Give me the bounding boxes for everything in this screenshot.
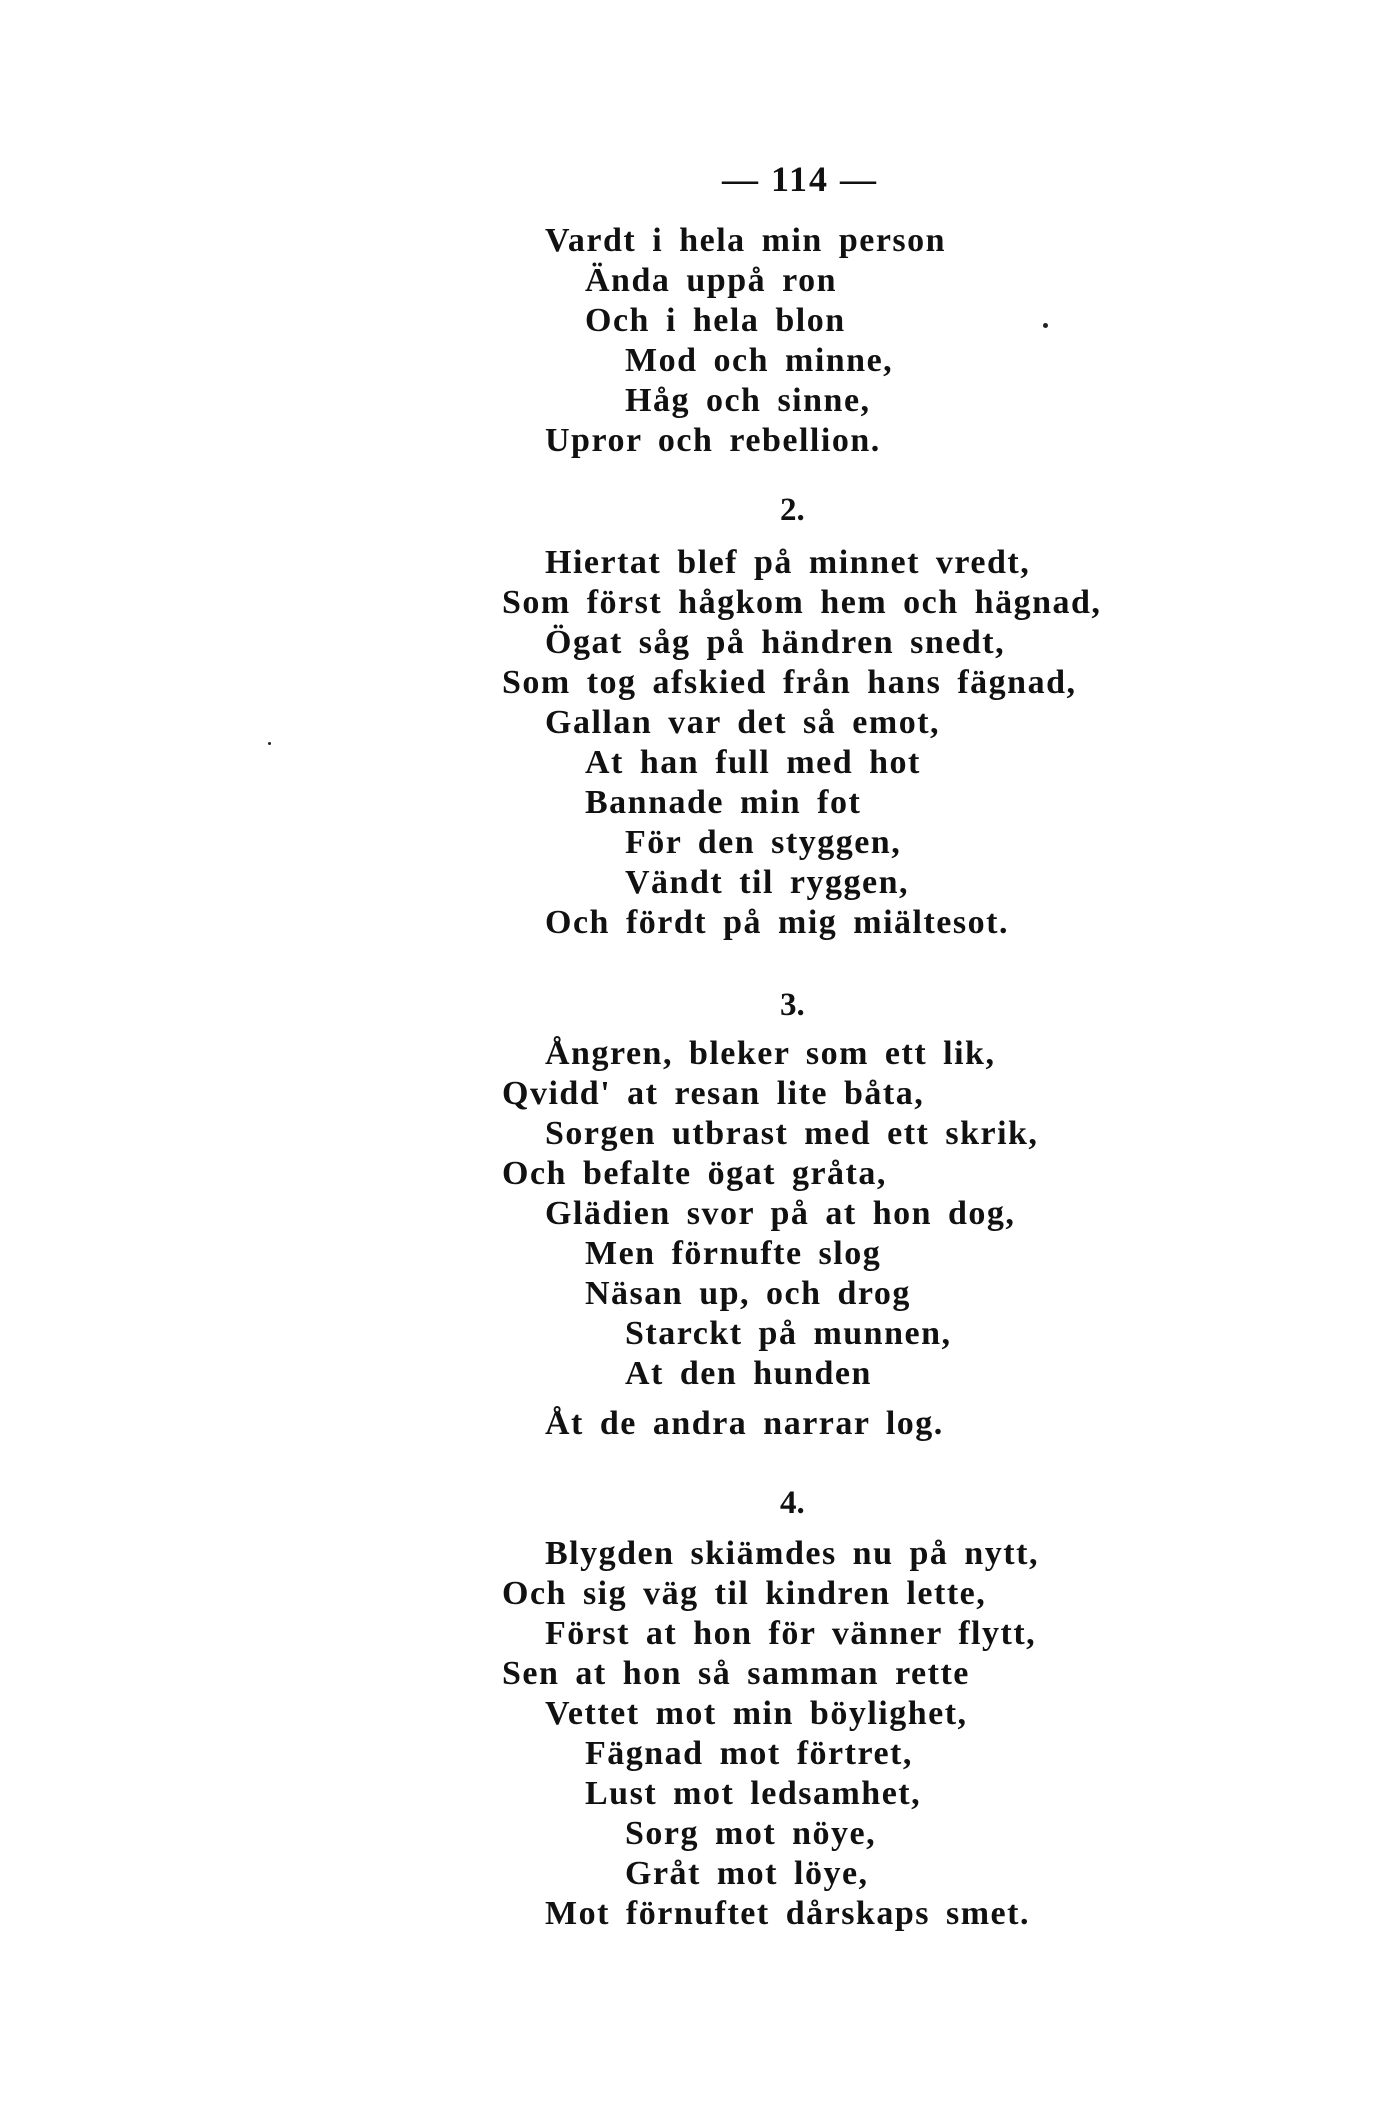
verse-line: Men förnufte slog — [585, 1235, 882, 1272]
verse-line: Gråt mot löye, — [625, 1855, 869, 1892]
verse-line: Först at hon för vänner flytt, — [545, 1615, 1037, 1652]
verse-line: Bannade min fot — [585, 784, 862, 821]
stanza-number: 4. — [780, 1485, 805, 1521]
verse-line: Åt de andra narrar log. — [545, 1405, 944, 1442]
verse-line: Som tog afskied från hans fägnad, — [502, 664, 1077, 701]
verse-line: Starckt på munnen, — [625, 1315, 952, 1352]
verse-line: Och befalte ögat gråta, — [502, 1155, 887, 1192]
verse-line: Mot förnuftet dårskaps smet. — [545, 1895, 1030, 1932]
verse-line: Näsan up, och drog — [585, 1275, 911, 1312]
verse-line: Fägnad mot förtret, — [585, 1735, 913, 1772]
ink-speck — [268, 742, 271, 745]
page-number: — 114 — — [721, 159, 878, 199]
verse-line: Lust mot ledsamhet, — [585, 1775, 922, 1812]
verse-line: At den hunden — [625, 1355, 872, 1392]
verse-line: Och fördt på mig miältesot. — [545, 904, 1009, 941]
verse-line: Och i hela blon — [585, 302, 846, 339]
verse-line: Vändt til ryggen, — [625, 864, 909, 901]
verse-line: För den styggen, — [625, 824, 902, 861]
verse-line: Gallan var det så emot, — [545, 704, 941, 741]
verse-line: Ögat såg på händren snedt, — [545, 624, 1006, 661]
verse-line: Ända uppå ron — [585, 262, 837, 299]
verse-line: Mod och minne, — [625, 342, 894, 379]
verse-line: Ångren, bleker som ett lik, — [545, 1035, 996, 1072]
verse-line: Blygden skiämdes nu på nytt, — [545, 1535, 1039, 1572]
verse-line: Vettet mot min böylighet, — [545, 1695, 968, 1732]
verse-line: Upror och rebellion. — [545, 422, 881, 459]
stanza-number: 2. — [780, 492, 805, 528]
verse-line: Qvidd' at resan lite båta, — [502, 1075, 925, 1112]
verse-line: Håg och sinne, — [625, 382, 871, 419]
ink-speck — [1043, 323, 1048, 328]
verse-line: Som först hågkom hem och hägnad, — [502, 584, 1102, 621]
verse-line: Sorg mot nöye, — [625, 1815, 877, 1852]
verse-line: At han full med hot — [585, 744, 921, 781]
verse-line: Och sig väg til kindren lette, — [502, 1575, 987, 1612]
verse-line: Sen at hon så samman rette — [502, 1655, 970, 1692]
verse-line: Glädien svor på at hon dog, — [545, 1195, 1016, 1232]
stanza-number: 3. — [780, 987, 805, 1023]
verse-line: Sorgen utbrast med ett skrik, — [545, 1115, 1039, 1152]
verse-line: Vardt i hela min person — [545, 222, 947, 259]
verse-line: Hiertat blef på minnet vredt, — [545, 544, 1031, 581]
